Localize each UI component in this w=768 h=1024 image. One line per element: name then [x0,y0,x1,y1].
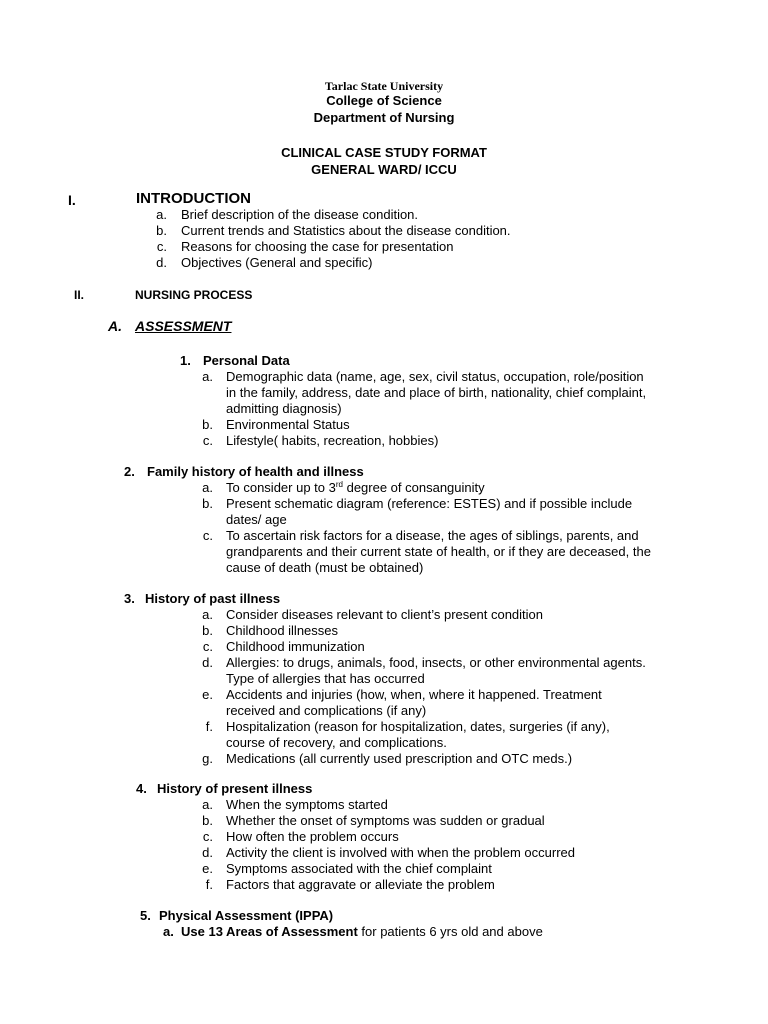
list-item-text: course of recovery, and complications. [226,735,447,750]
subsection-a-marker: A. [108,318,122,334]
list-item-text: cause of death (must be obtained) [226,560,424,575]
list-marker: d. [156,255,167,270]
consanguinity-text-rest: degree of consanguinity [342,480,485,495]
list-marker: g. [202,751,213,766]
past-illness-heading: History of past illness [145,591,281,606]
past-illness-marker: 3. [124,591,135,606]
ordinal-superscript: rd [335,480,343,489]
list-item-text: grandparents and their current state of health, or if they are deceased, the [226,544,651,559]
department-name: Department of Nursing [313,110,455,125]
list-marker: b. [202,623,213,638]
family-history-heading: Family history of health and illness [147,464,364,479]
present-illness-marker: 4. [136,781,147,796]
list-item-text: Objectives (General and specific) [181,255,373,270]
university-name: Tarlac State University [324,79,444,93]
list-item-text: Current trends and Statistics about the disease condition. [181,223,511,238]
areas-of-assessment-text: Use 13 Areas of Assessment [181,924,358,939]
list-item-text: Factors that aggravate or alleviate the problem [226,877,495,892]
list-item-text: Childhood immunization [226,639,365,654]
age-criteria-text: for patients 6 yrs old and above [357,924,543,939]
list-item-text: Brief description of the disease condition. [181,207,419,222]
section-i-numeral: I. [68,192,76,208]
list-marker: c. [202,528,213,543]
personal-data-heading: Personal Data [203,353,290,368]
list-marker: b. [202,813,213,828]
list-marker: c. [202,433,213,448]
list-item-text: in the family, address, date and place of birth, nationality, chief complaint, [226,385,647,400]
list-marker: f. [205,877,213,892]
list-marker: d. [202,655,213,670]
list-marker: a. [202,480,213,495]
personal-data-marker: 1. [180,353,191,368]
physical-assessment-heading: Physical Assessment (IPPA) [159,908,334,923]
list-item-text: Consider diseases relevant to client’s present condition [226,607,543,622]
list-item-text: Activity the client is involved with when the problem occurred [226,845,575,860]
document-title: CLINICAL CASE STUDY FORMAT [281,145,487,160]
list-item-text: When the symptoms started [226,797,388,812]
list-marker: c. [202,829,213,844]
consanguinity-text: To consider up to 3 [226,480,336,495]
consanguinity-item [226,480,485,496]
list-item-text: To ascertain risk factors for a disease, the ages of siblings, parents, and [226,528,639,543]
college-name: College of Science [326,93,442,108]
list-item-text: How often the problem occurs [226,829,399,844]
list-marker: b. [156,223,167,238]
section-ii-title: NURSING PROCESS [135,288,253,302]
list-marker: a. [202,607,213,622]
list-item-text: Hospitalization (reason for hospitalization, dates, surgeries (if any), [226,719,610,734]
list-item-text: Lifestyle( habits, recreation, hobbies) [226,433,439,448]
physical-sub-marker: a. [163,924,174,939]
list-item-text: Reasons for choosing the case for presentation [181,239,454,254]
list-item-text: Whether the onset of symptoms was sudden or gradual [226,813,545,828]
list-item-text: Demographic data (name, age, sex, civil status, occupation, role/position [226,369,644,384]
list-marker: f. [205,719,213,734]
list-item-text: Childhood illnesses [226,623,339,638]
list-marker: e. [202,861,213,876]
list-item-text: Allergies: to drugs, animals, food, insects, or other environmental agents. [226,655,646,670]
list-item-text: received and complications (if any) [226,703,427,718]
family-history-marker: 2. [124,464,135,479]
section-i-title: INTRODUCTION [136,190,251,207]
list-item-text: Accidents and injuries (how, when, where it happened. Treatment [226,687,602,702]
document-subtitle: GENERAL WARD/ ICCU [311,162,457,177]
list-marker: c. [202,639,213,654]
list-marker: a. [202,369,213,384]
list-marker: a. [202,797,213,812]
list-marker: d. [202,845,213,860]
section-ii-numeral: II. [74,288,85,302]
list-item-text: Type of allergies that has occurred [226,671,425,686]
physical-sub-item [181,924,543,940]
list-item-text: Environmental Status [226,417,350,432]
list-item-text: dates/ age [226,512,287,527]
list-marker: b. [202,496,213,511]
list-marker: c. [156,239,167,254]
assessment-heading: ASSESSMENT [135,318,232,334]
list-item-text: Medications (all currently used prescription and OTC meds.) [226,751,573,766]
list-marker: b. [202,417,213,432]
list-marker: a. [156,207,167,222]
present-illness-heading: History of present illness [157,781,313,796]
list-marker: e. [202,687,213,702]
physical-assessment-marker: 5. [140,908,151,923]
list-item-text: Symptoms associated with the chief complaint [226,861,492,876]
list-item-text: admitting diagnosis) [226,401,342,416]
list-item-text: Present schematic diagram (reference: ESTES) and if possible include [226,496,633,511]
